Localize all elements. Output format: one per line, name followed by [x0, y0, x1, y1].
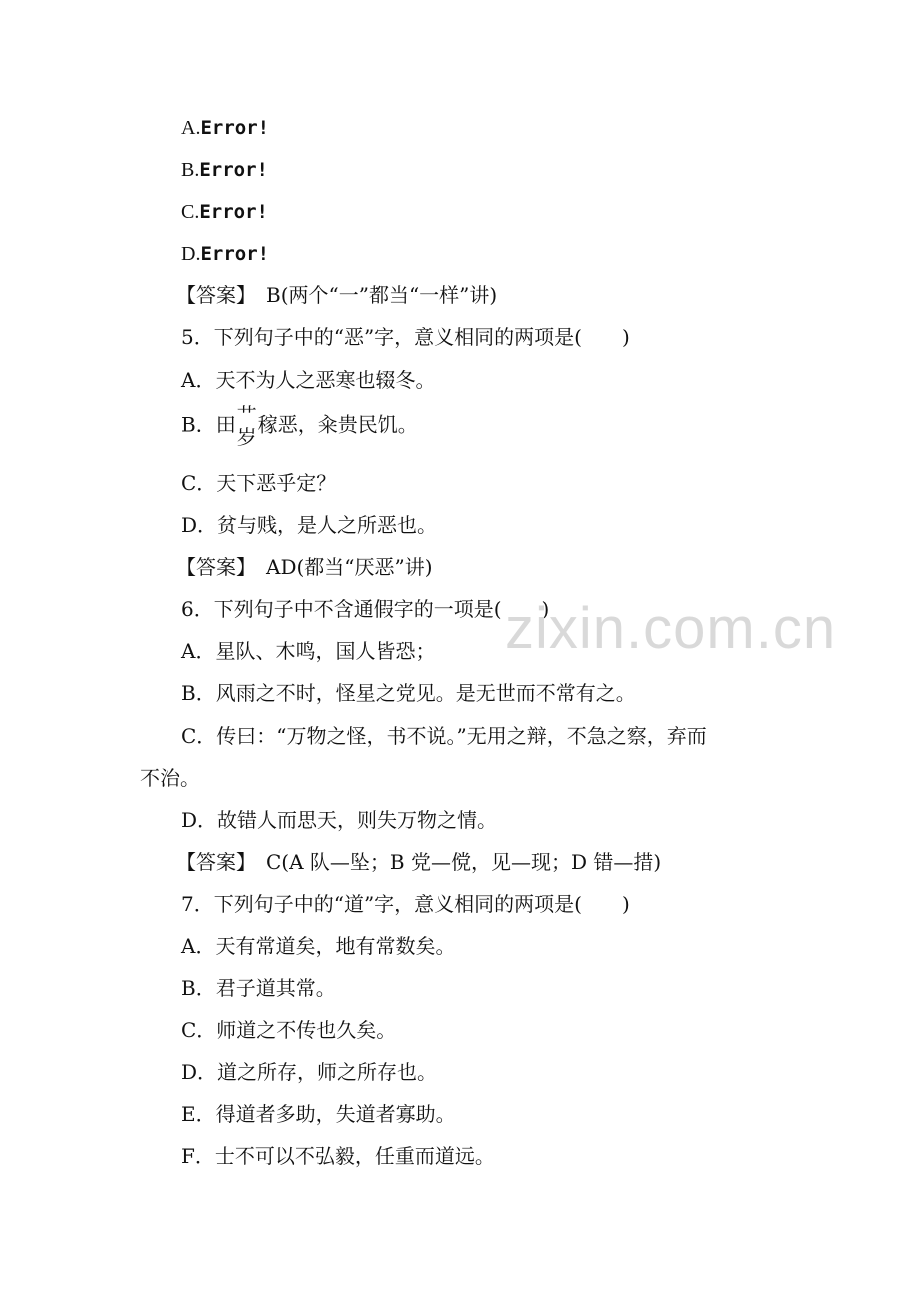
stacked-character: 艹 岁 — [236, 403, 257, 449]
question-5-option-c: C．天下恶乎定？ — [181, 471, 337, 495]
answer-5: 【答案】 AD(都当“厌恶”讲) — [176, 555, 433, 579]
question-6-option-c-line2: 不治。 — [140, 766, 200, 790]
question-6-option-a: A．星队、木鸣，国人皆恐； — [181, 639, 436, 663]
option-d-error: D.Error! — [181, 243, 270, 265]
question-7-option-c: C．师道之不传也久矣。 — [181, 1018, 397, 1042]
question-7-option-d: D．道之所存，师之所存也。 — [181, 1060, 438, 1084]
question-6-option-b: B．风雨之不时，怪星之党见。是无世而不常有之。 — [181, 681, 636, 705]
question-5-option-a: A．天不为人之恶寒也辍冬。 — [181, 368, 436, 392]
answer-4: 【答案】 B(两个“一”都当“一样”讲) — [176, 283, 498, 307]
question-5: 5．下列句子中的“恶”字，意义相同的两项是( ) — [181, 325, 630, 349]
question-7-option-f: F．士不可以不弘毅，任重而道远。 — [181, 1144, 495, 1168]
question-7-option-e: E．得道者多助，失道者寡助。 — [181, 1102, 456, 1126]
question-5-option-d: D．贫与贱，是人之所恶也。 — [181, 513, 438, 537]
answer-6: 【答案】 C(A 队—坠；B 党—傥，见—现；D 错—措) — [176, 850, 662, 874]
option-c-error: C.Error! — [181, 201, 268, 223]
option-a-error: A.Error! — [181, 117, 270, 139]
question-5-option-b: B．田 艹 岁 稼恶，籴贵民饥。 — [181, 403, 418, 449]
question-7-option-b: B．君子道其常。 — [181, 976, 336, 1000]
question-6-option-c-line1: C．传曰：“万物之怪，书不说。”无用之辩，不急之察，弃而 — [181, 724, 707, 748]
option-b-error: B.Error! — [181, 159, 268, 181]
question-7: 7．下列句子中的“道”字，意义相同的两项是( ) — [181, 892, 630, 916]
question-6-option-d: D．故错人而思天，则失万物之情。 — [181, 808, 498, 832]
question-6: 6．下列句子中不含通假字的一项是( ) — [181, 597, 550, 621]
site-watermark: zixin.com.cn — [505, 596, 837, 661]
question-7-option-a: A．天有常道矣，地有常数矣。 — [181, 934, 456, 958]
